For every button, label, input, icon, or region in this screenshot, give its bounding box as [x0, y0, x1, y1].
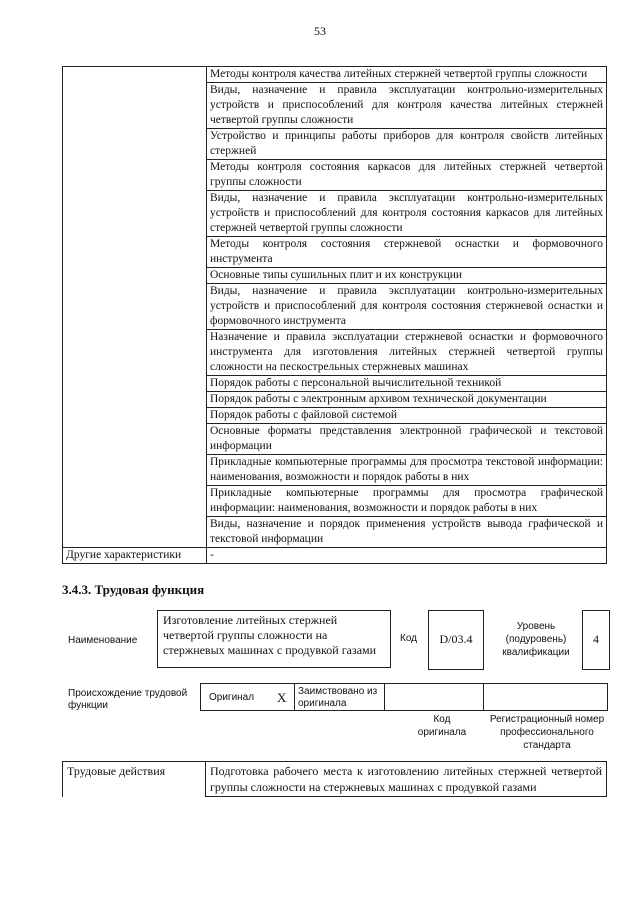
other-characteristics-value: - — [207, 548, 607, 564]
function-name-box: Изготовление литейных стержней четвертой группы сложности на стержневых машинах с продувкой газами — [157, 610, 391, 668]
other-characteristics-row — [63, 548, 607, 564]
origin-original-cell — [200, 683, 295, 711]
knowledge-row-text: Порядок работы с файловой системой — [207, 408, 607, 424]
name-label: Наименование — [68, 635, 138, 646]
knowledge-row-text: Назначение и правила эксплуатации стержневой оснастки и формовочного инструмента для изготовления литейных стержней четвертой группы сложности на пескострельных стержневых машинах — [207, 330, 607, 376]
knowledge-row-label — [63, 392, 207, 408]
knowledge-row-label — [63, 237, 207, 268]
knowledge-row-text: Методы контроля состояния стержневой оснастки и формовочного инструмента — [207, 237, 607, 268]
actions-label: Трудовые действия — [63, 762, 206, 797]
actions-table — [62, 761, 607, 797]
knowledge-row-label — [63, 376, 207, 392]
function-code-box: D/03.4 — [428, 610, 484, 670]
other-characteristics-label: Другие характеристики — [63, 548, 207, 564]
knowledge-row-text: Основные форматы представления электронной графической и текстовой информации — [207, 424, 607, 455]
origin-code-cell — [384, 683, 484, 711]
knowledge-row — [63, 455, 607, 486]
knowledge-row — [63, 83, 607, 129]
knowledge-row — [63, 517, 607, 548]
knowledge-row-label — [63, 129, 207, 160]
knowledge-row — [63, 330, 607, 376]
knowledge-row-text: Виды, назначение и правила эксплуатации контрольно-измерительных устройств и приспособлений для контроля состояния стержневой оснастки и формовочного инструмента — [207, 284, 607, 330]
knowledge-row-text: Прикладные компьютерные программы для просмотра графической информации: наименования, возможности и порядок работы в них — [207, 486, 607, 517]
knowledge-row — [63, 268, 607, 284]
actions-first: Подготовка рабочего места к изготовлению литейных стержней четвертой группы сложности на стержневых машинах с продувкой газами — [206, 762, 607, 797]
knowledge-row — [63, 160, 607, 191]
knowledge-row — [63, 486, 607, 517]
knowledge-row-label — [63, 486, 207, 517]
knowledge-row-label — [63, 191, 207, 237]
origin-original-label: Оригинал — [209, 692, 255, 703]
knowledge-row-label — [63, 268, 207, 284]
knowledge-row-label — [63, 455, 207, 486]
knowledge-row-text: Основные типы сушильных плит и их конструкции — [207, 268, 607, 284]
origin-borrowed-cell: Заимствовано из оригинала — [294, 683, 384, 711]
code-original-label: Код оригинала — [417, 714, 467, 738]
page-number: 53 — [314, 24, 326, 38]
knowledge-row-text: Методы контроля качества литейных стержней четвертой группы сложности — [207, 67, 607, 83]
code-label: Код — [400, 633, 418, 644]
knowledge-row-text: Устройство и принципы работы приборов для контроля свойств литейных стержней — [207, 129, 607, 160]
origin-original-mark: X — [277, 690, 287, 705]
knowledge-row — [63, 129, 607, 160]
level-label: Уровень (подуровень) квалификации — [502, 621, 570, 658]
knowledge-row-text: Виды, назначение и правила эксплуатации контрольно-измерительных устройств и приспособлений для контроля состояния каркасов для литейных стержней четвертой группы сложности — [207, 191, 607, 237]
knowledge-row — [63, 376, 607, 392]
knowledge-row — [63, 408, 607, 424]
knowledge-row-label — [63, 424, 207, 455]
knowledge-row — [63, 424, 607, 455]
knowledge-row — [63, 284, 607, 330]
origin-label: Происхождение трудовой функции — [68, 688, 188, 711]
knowledge-row — [63, 67, 607, 83]
origin-row — [200, 683, 608, 711]
origin-reg-cell — [483, 683, 608, 711]
knowledge-row-label — [63, 83, 207, 129]
section-title: 3.4.3. Трудовая функция — [62, 582, 205, 597]
knowledge-table — [62, 66, 607, 564]
reg-number-label: Регистрационный номер профессионального стандарта — [489, 714, 605, 751]
knowledge-row-label — [63, 330, 207, 376]
knowledge-row-label — [63, 284, 207, 330]
knowledge-row-label — [63, 160, 207, 191]
knowledge-row-text: Виды, назначение и порядок применения устройств вывода графической и текстовой информации — [207, 517, 607, 548]
knowledge-row-text: Порядок работы с электронным архивом технической документации — [207, 392, 607, 408]
knowledge-row-text: Прикладные компьютерные программы для просмотра текстовой информации: наименования, возможности и порядок работы в них — [207, 455, 607, 486]
knowledge-row-label — [63, 517, 207, 548]
knowledge-row-label — [63, 67, 207, 83]
knowledge-row — [63, 191, 607, 237]
knowledge-row-text: Виды, назначение и правила эксплуатации контрольно-измерительных устройств и приспособлений для контроля качества литейных стержней четвертой группы сложности — [207, 83, 607, 129]
function-level-box: 4 — [582, 610, 610, 670]
knowledge-row-label — [63, 408, 207, 424]
knowledge-row — [63, 237, 607, 268]
knowledge-row-text: Методы контроля состояния каркасов для литейных стержней четвертой группы сложности — [207, 160, 607, 191]
knowledge-row-text: Порядок работы с персональной вычислительной техникой — [207, 376, 607, 392]
knowledge-row — [63, 392, 607, 408]
